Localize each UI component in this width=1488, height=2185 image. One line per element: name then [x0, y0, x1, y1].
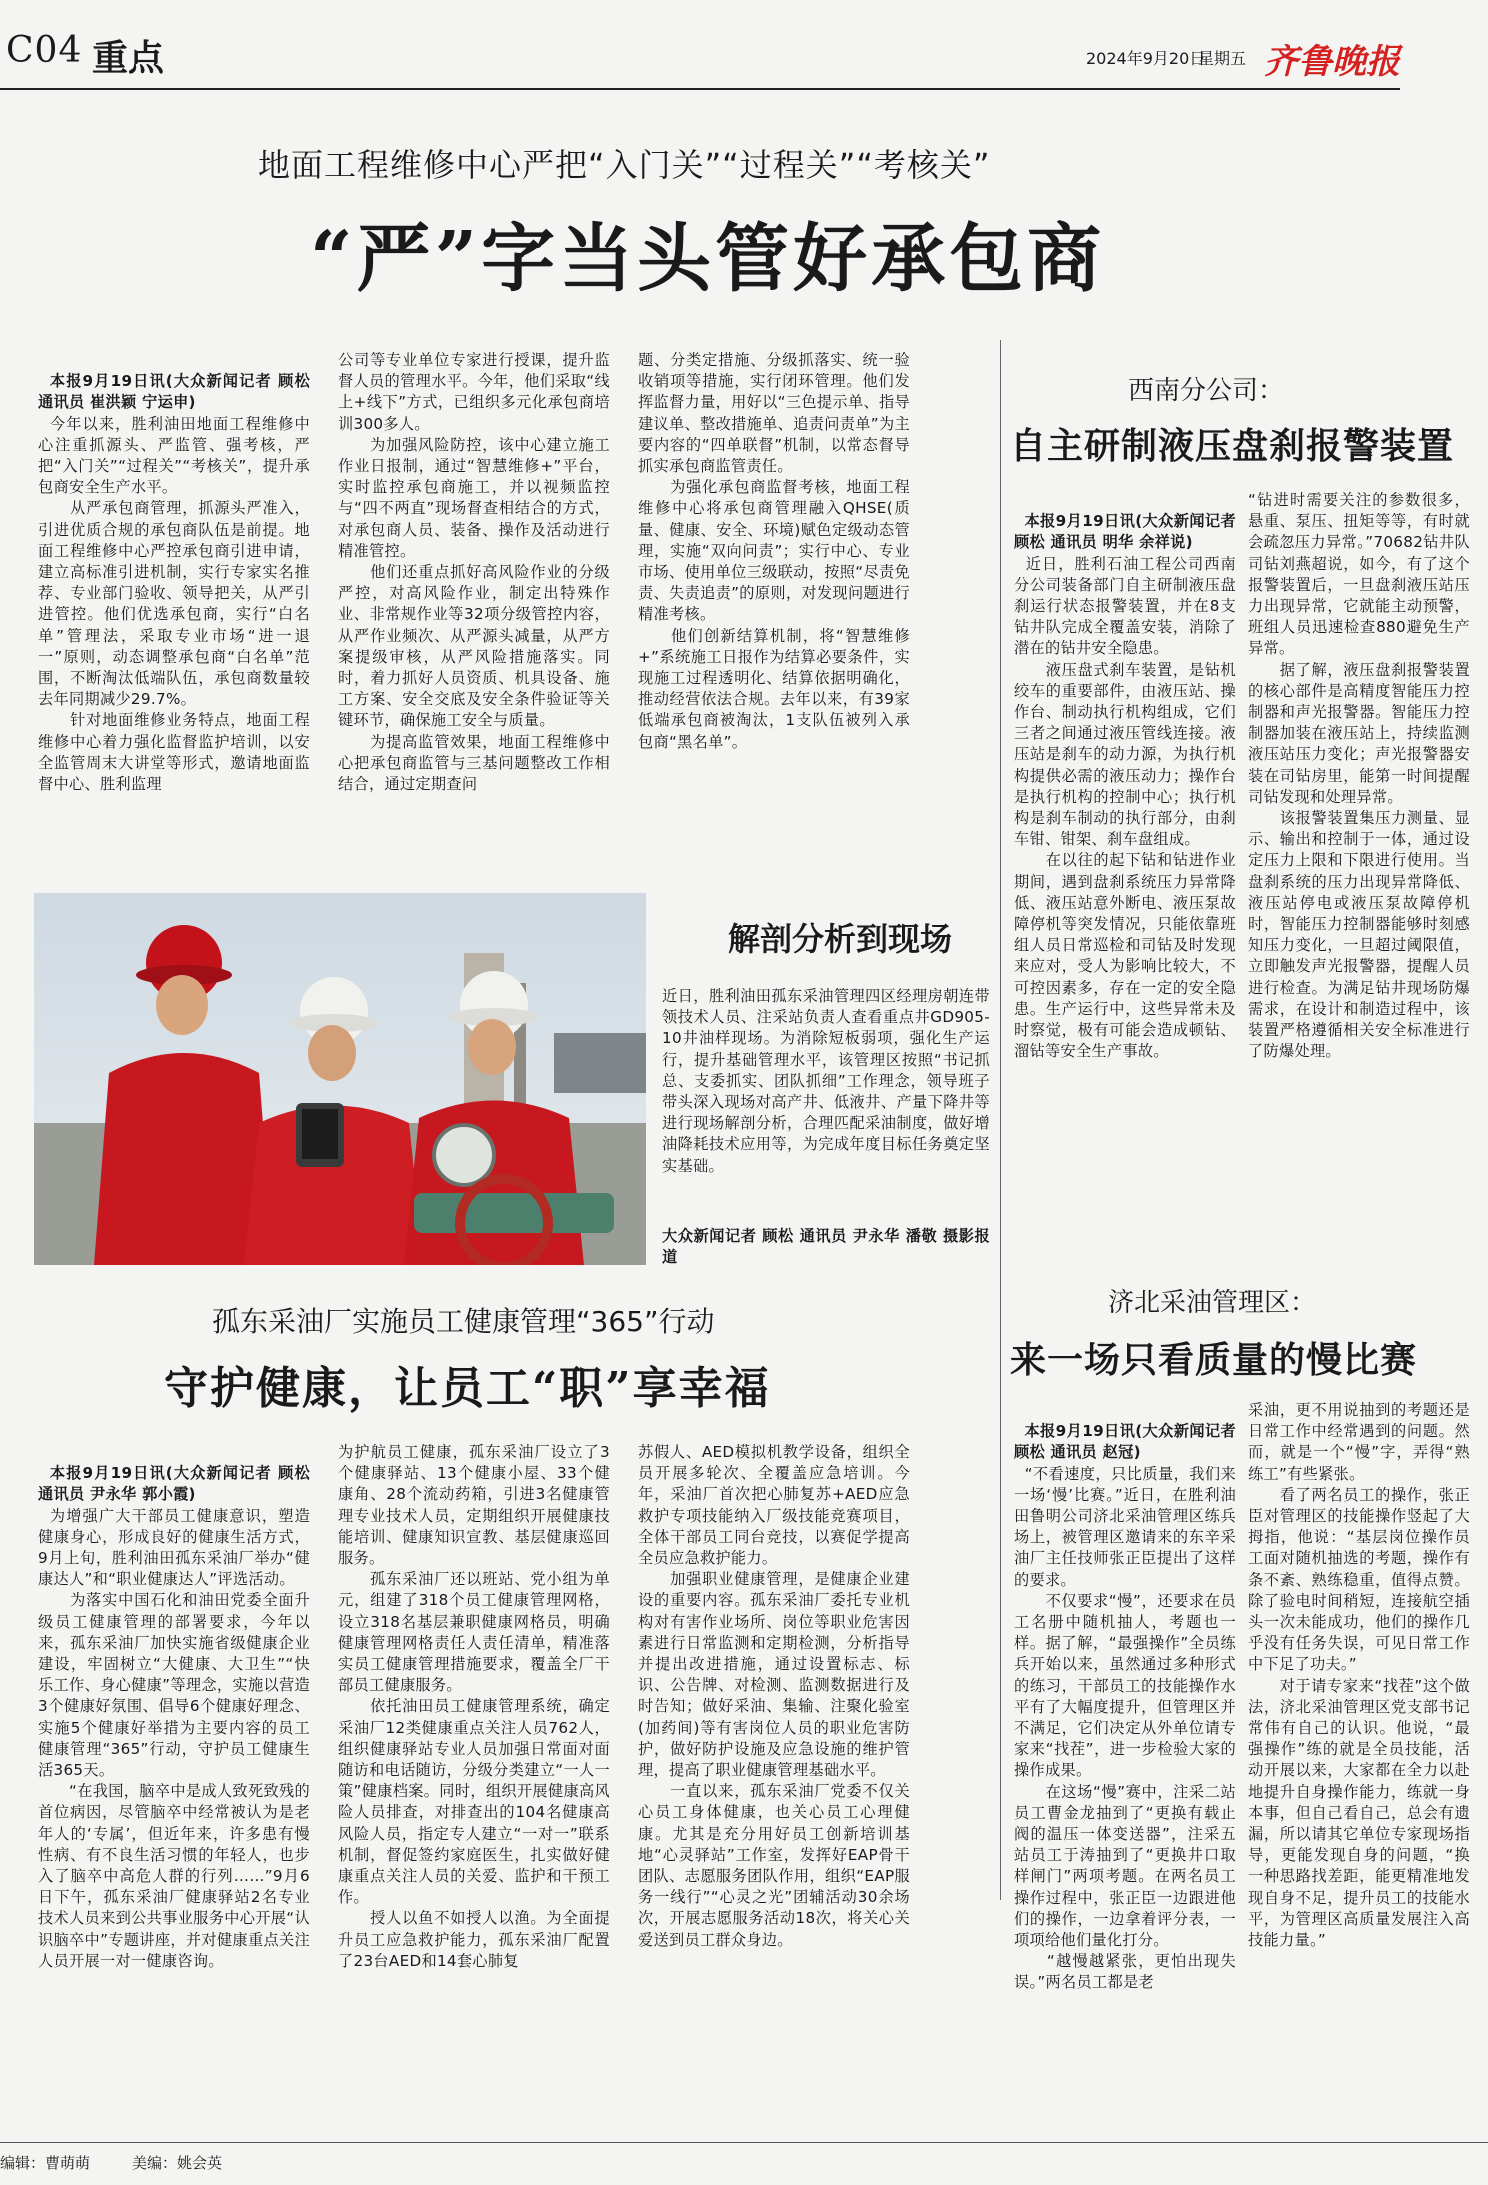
article3-body: 近日，胜利油田孤东采油管理四区经理房朝连带领技术人员、注采站负责人查看重点井GD905-10井油样现场。为消除短板弱项，强化生产运行，提升基础管理水平，该管理区按照“书记抓总、支委抓实、团队抓细”工作理念，领导班子带头深入现场对高产井、低液井、产量下降井等进行现场解剖分析，合理匹配采油制度，做好增油降耗技术应用等，为完成年度目标任务奠定坚实基础。	[662, 987, 990, 1175]
article5-col1-text: “不看速度，只比质量，我们来一场‘慢’比赛。”近日，在胜利油田鲁明公司济北采油管理区练兵场上，被管理区邀请来的东辛采油厂主任技师张正臣提出了这样的要求。 不仅要求“慢”，还要求在员工名册中随机抽人，考题也一样。据了解，“最强操作”全员练兵开始以来，虽然通过多种形式的练习，干部员工的技能操作水平有了大幅度提升，但管理区并不满足，它们决定从外单位请专家来“找茬”，进一步检验大家的操作成果。 在这场“慢”赛中，注采二站员工曹金龙抽到了“更换有载止阀的温压一体变送器”，注采五站员工于涛抽到了“更换井口取样闸门”两项考题。在两名员工操作过程中，张正臣一边跟进他们的操作，一边拿着评分表，一项项给他们量化打分。 “越慢越紧张，更怕出现失误。”两名员工都是老	[1014, 1464, 1236, 1992]
paper-logo: 齐鲁晚报	[1264, 42, 1400, 82]
article5-column-2: 采油，更不用说抽到的考题还是日常工作中经常遇到的问题。然而，就是一个“慢”字，弄得“熟练工”有些紧张。 看了两名员工的操作，张正臣对管理区的技能操作竖起了大拇指，他说：“基层岗位操作员工面对随机抽选的考题，操作有条不紊、熟练稳重，值得点赞。除了验电时间稍短，连接航空插头一次未能成功，他们的操作几乎没有任务失误，可见日常工作中下足了功夫。” 对于请专家来“找茬”这个做法，济北采油管理区党支部书记常伟有自己的认识。他说，“最强操作”练的就是全员技能，活动开展以来，大家都在全力以赴地提升自身操作能力，练就一身本事，但自己看自己，总会有遗漏，所以请其它单位专家现场指导，更能发现自身的问题，“换一种思路找差距，能更精准地发现自身不足，提升员工的技能水平，为管理区高质量发展注入高技能力量。”	[1248, 1401, 1470, 1950]
article5-headline: 来一场只看质量的慢比赛	[1010, 1339, 1418, 1381]
issue-date: 2024年9月20日	[1086, 49, 1206, 68]
article3-credit: 大众新闻记者 顾松 通讯员 尹永华 潘敬 摄影报道	[662, 1227, 990, 1267]
vertical-divider	[1000, 340, 1001, 1900]
article5-column-1	[1014, 1400, 1242, 1994]
article5-kicker: 济北采油管理区：	[1108, 1288, 1317, 1318]
article1-column-3: 题、分类定措施、分级抓落实、统一验收销项等措施，实行闭环管理。他们发挥监督力量，用好以“三色提示单、指导建议单、整改措施单、追责问责单”为主要内容的“四单联督”机制，以常态督导抓实承包商监管责任。 为强化承包商监督考核，地面工程维修中心将承包商管理融入QHSE(质量、健康、安全、环境)赋色定级动态管理，实施“双向问责”；实行中心、专业市场、使用单位三级联动，按照“尽责免责、失责追责”的原则，对发现问题进行精准考核。 他们创新结算机制，将“智慧维修+”系统施工日报作为结算必要条件，实现施工过程透明化、结算依据明确化，推动经营依法合规。去年以来，有39家低端承包商被淘汰，1支队伍被列入承包商“黑名单”。	[638, 351, 910, 751]
article2-kicker: 西南分公司：	[1128, 376, 1285, 406]
photo-illustration	[34, 893, 646, 1265]
article1-column-2: 公司等专业单位专家进行授课，提升监督人员的管理水平。今年，他们采取“线上+线下”方式，已组织多元化承包商培训300多人。 为加强风险防控，该中心建立施工作业日报制，通过“智慧维修+”平台，实时监控承包商施工，并以视频监控与“四不两直”现场督查相结合的方式，对承包商人员、装备、操作及活动进行精准管控。 他们还重点抓好高风险作业的分级严控，对高风险作业，制定出特殊作业、非常规作业等32项分级管控内容，从严作业频次、从严源头减量，从严方案提级审核，从严风险措施落实。同时，着力抓好人员资质、机具设备、施工方案、安全交底及安全条件验证等关键环节，确保施工安全与质量。 为提高监管效果，地面工程维修中心把承包商监管与三基问题整改工作相结合，通过定期查问	[338, 351, 610, 794]
page-code: C04	[6, 30, 83, 71]
article1-column-1	[38, 350, 316, 795]
article2-byline: 本报9月19日讯(大众新闻记者 顾松 通讯员 明华 余祥说)	[1014, 512, 1242, 552]
article4-column-1	[38, 1442, 316, 1972]
article4-col1-text: 为增强广大干部员工健康意识，塑造健康身心，形成良好的健康生活方式，9月上旬，胜利油田孤东采油厂举办“健康达人”和“职业健康达人”评选活动。 为落实中国石化和油田党委全面升级员工健康管理的部署要求，今年以来，孤东采油厂加快实施省级健康企业建设，牢固树立“大健康、大卫生”“快乐工作、身心健康”等理念，实施以营造3个健康好氛围、倡导6个健康好理念、实施5个健康好举措为主要内容的员工健康管理“365”行动，守护员工健康生活365天。 “在我国，脑卒中是成人致死致残的首位病因，尽管脑卒中经常被认为是老年人的‘专属’，但近年来，许多患有慢性病、有不良生活习惯的年轻人，也步入了脑卒中高危人群的行列……”9月6日下午，孤东采油厂健康驿站2名专业技术人员来到公共事业服务中心开展“认识脑卒中”专题讲座，并对健康重点关注人员开展一对一健康咨询。	[38, 1506, 310, 1970]
article5-byline: 本报9月19日讯(大众新闻记者 顾松 通讯员 赵冠)	[1014, 1422, 1242, 1462]
article4-kicker: 孤东采油厂实施员工健康管理“365”行动	[212, 1305, 715, 1338]
article4-column-3: 苏假人、AED模拟机教学设备，组织全员开展多轮次、全覆盖应急培训。今年，采油厂首次把心肺复苏+AED应急救护专项技能纳入厂级技能竞赛项目，全体干部员工同台竞技，以赛促学提高全员应急救护能力。 加强职业健康管理，是健康企业建设的重要内容。孤东采油厂委托专业机构对有害作业场所、岗位等职业危害因素进行日常监测和定期检测，分析指导并提出改进措施，通过设置标志、标识、公告牌、对检测、监测数据进行及时告知；做好采油、集输、注聚化验室(加药间)等有害岗位人员的职业危害防护，做好防护设施及应急设施的维护管理，提高了职业健康管理基础水平。 一直以来，孤东采油厂党委不仅关心员工身体健康，也关心员工心理健康。尤其是充分用好员工创新培训基地“心灵驿站”工作室，发挥好EAP骨干团队、志愿服务团队作用，组织“EAP服务一线行”“心灵之光”团辅活动30余场次，开展志愿服务活动18次，将关心关爱送到员工群众身边。	[638, 1443, 910, 1949]
header-rule	[0, 88, 1400, 90]
article4-column-2: 为护航员工健康，孤东采油厂设立了3个健康驿站、13个健康小屋、33个健康角、28个流动药箱，引进3名健康管理专业技术人员，定期组织开展健康技能培训、健康知识宣教、基层健康巡回服务。 孤东采油厂还以班站、党小组为单元，组建了318个员工健康管理网格，设立318名基层兼职健康网格员，明确健康管理网格责任人责任清单，精准落实员工健康管理措施要求，覆盖全厂干部员工健康服务。 依托油田员工健康管理系统，确定采油厂12类健康重点关注人员762人，组织健康驿站专业人员加强日常面对面随访和电话随访，分级分类建立“一人一策”健康档案。同时，组织开展健康高风险人员排查，对排查出的104名健康高风险人员，指定专人建立“一对一”联系机制，督促签约家庭医生，扎实做好健康重点关注人员的关爱、监护和干预工作。 授人以鱼不如授人以渔。为全面提升员工应急救护能力，孤东采油厂配置了23台AED和14套心肺复	[338, 1443, 610, 1970]
article2-column-2: “钻进时需要关注的参数很多，悬重、泵压、扭矩等等，有时就会疏忽压力异常。”70682钻井队司钻刘燕超说，如今，有了这个报警装置后，一旦盘刹液压站压力出现异常，它就能主动预警，班组人员迅速检查880避免生产异常。 据了解，液压盘刹报警装置的核心部件是高精度智能压力控制器和声光报警器。智能压力控制器加装在液压站上，持续监测液压站压力变化；声光报警器安装在司钻房里，能第一时间提醒司钻发现和处理异常。 该报警装置集压力测量、显示、输出和控制于一体，通过设定压力上限和下限进行使用。当盘刹系统的压力出现异常降低、液压站停电或液压泵故障停机时，智能压力控制器能够时刻感知压力变化，一旦超过阈限值，立即触发声光报警器，提醒人员进行检查。为满足钻井现场防爆需求，在设计和制造过程中，该装置严格遵循相关安全标准进行了防爆处理。	[1248, 491, 1470, 1061]
article3-headline: 解剖分析到现场	[728, 920, 953, 958]
article4-byline: 本报9月19日讯(大众新闻记者 顾松 通讯员 尹永华 郭小霞)	[38, 1464, 316, 1504]
article1-headline: “严”字当头管好承包商	[310, 216, 1106, 302]
article1-col1-text: 今年以来，胜利油田地面工程维修中心注重抓源头、严监管、强考核，严把“入门关”“过程关”“考核关”，提升承包商安全生产水平。 从严承包商管理，抓源头严准入，引进优质合规的承包商队伍是前提。地面工程维修中心严控承包商引进申请，建立高标准引进机制，实行专家实名推荐、专业部门验收、领导把关，从严引进管控。他们优选承包商，实行“白名单”管理法，采取专业市场“进一退一”原则，动态调整承包商“白名单”范围，不断淘汰低端队伍，承包商数量较去年同期减少29.7%。 针对地面维修业务特点，地面工程维修中心着力强化监督监护培训，以安全监管周末大讲堂等形式，邀请地面监督中心、胜利监理	[38, 414, 310, 794]
article2-column-1	[1014, 490, 1242, 1062]
article1-kicker: 地面工程维修中心严把“入门关”“过程关”“考核关”	[258, 146, 991, 184]
article2-headline: 自主研制液压盘刹报警装置	[1010, 425, 1455, 467]
footer-art-editor: 美编：姚会英	[132, 2154, 223, 2172]
issue-weekday: 星期五	[1198, 49, 1247, 68]
field-workers-photo	[34, 893, 646, 1265]
section-name: 重点	[92, 37, 165, 79]
footer-editor: 编辑：曹萌萌	[0, 2154, 91, 2172]
article4-headline: 守护健康，让员工“职”享幸福	[164, 1363, 771, 1414]
article1-byline: 本报9月19日讯(大众新闻记者 顾松 通讯员 崔洪颖 宁运申)	[38, 372, 316, 412]
article2-col1-text: 近日，胜利石油工程公司西南分公司装备部门自主研制液压盘刹运行状态报警装置，并在8支钻井队完成全覆盖安装，消除了潜在的钻井安全隐患。 液压盘式刹车装置，是钻机绞车的重要部件，由液压站、操作台、制动执行机构组成，它们三者之间通过液压管线连接。液压站是刹车的动力源，为执行机构提供必需的液压动力；操作台是执行机构的控制中心；执行机构是刹车制动的执行部分，由刹车钳、钳架、刹车盘组成。 在以往的起下钻和钻进作业期间，遇到盘刹系统压力异常降低、液压站意外断电、液压泵故障停机等突发情况，只能依靠班组人员日常巡检和司钻及时发现来应对，受人为影响比较大，不可控因素多，存在一定的安全隐患。生产运行中，这些异常未及时察觉，极有可能会造成顿钻、溜钻等安全生产事故。	[1014, 554, 1236, 1061]
footer-rule	[0, 2142, 1488, 2143]
